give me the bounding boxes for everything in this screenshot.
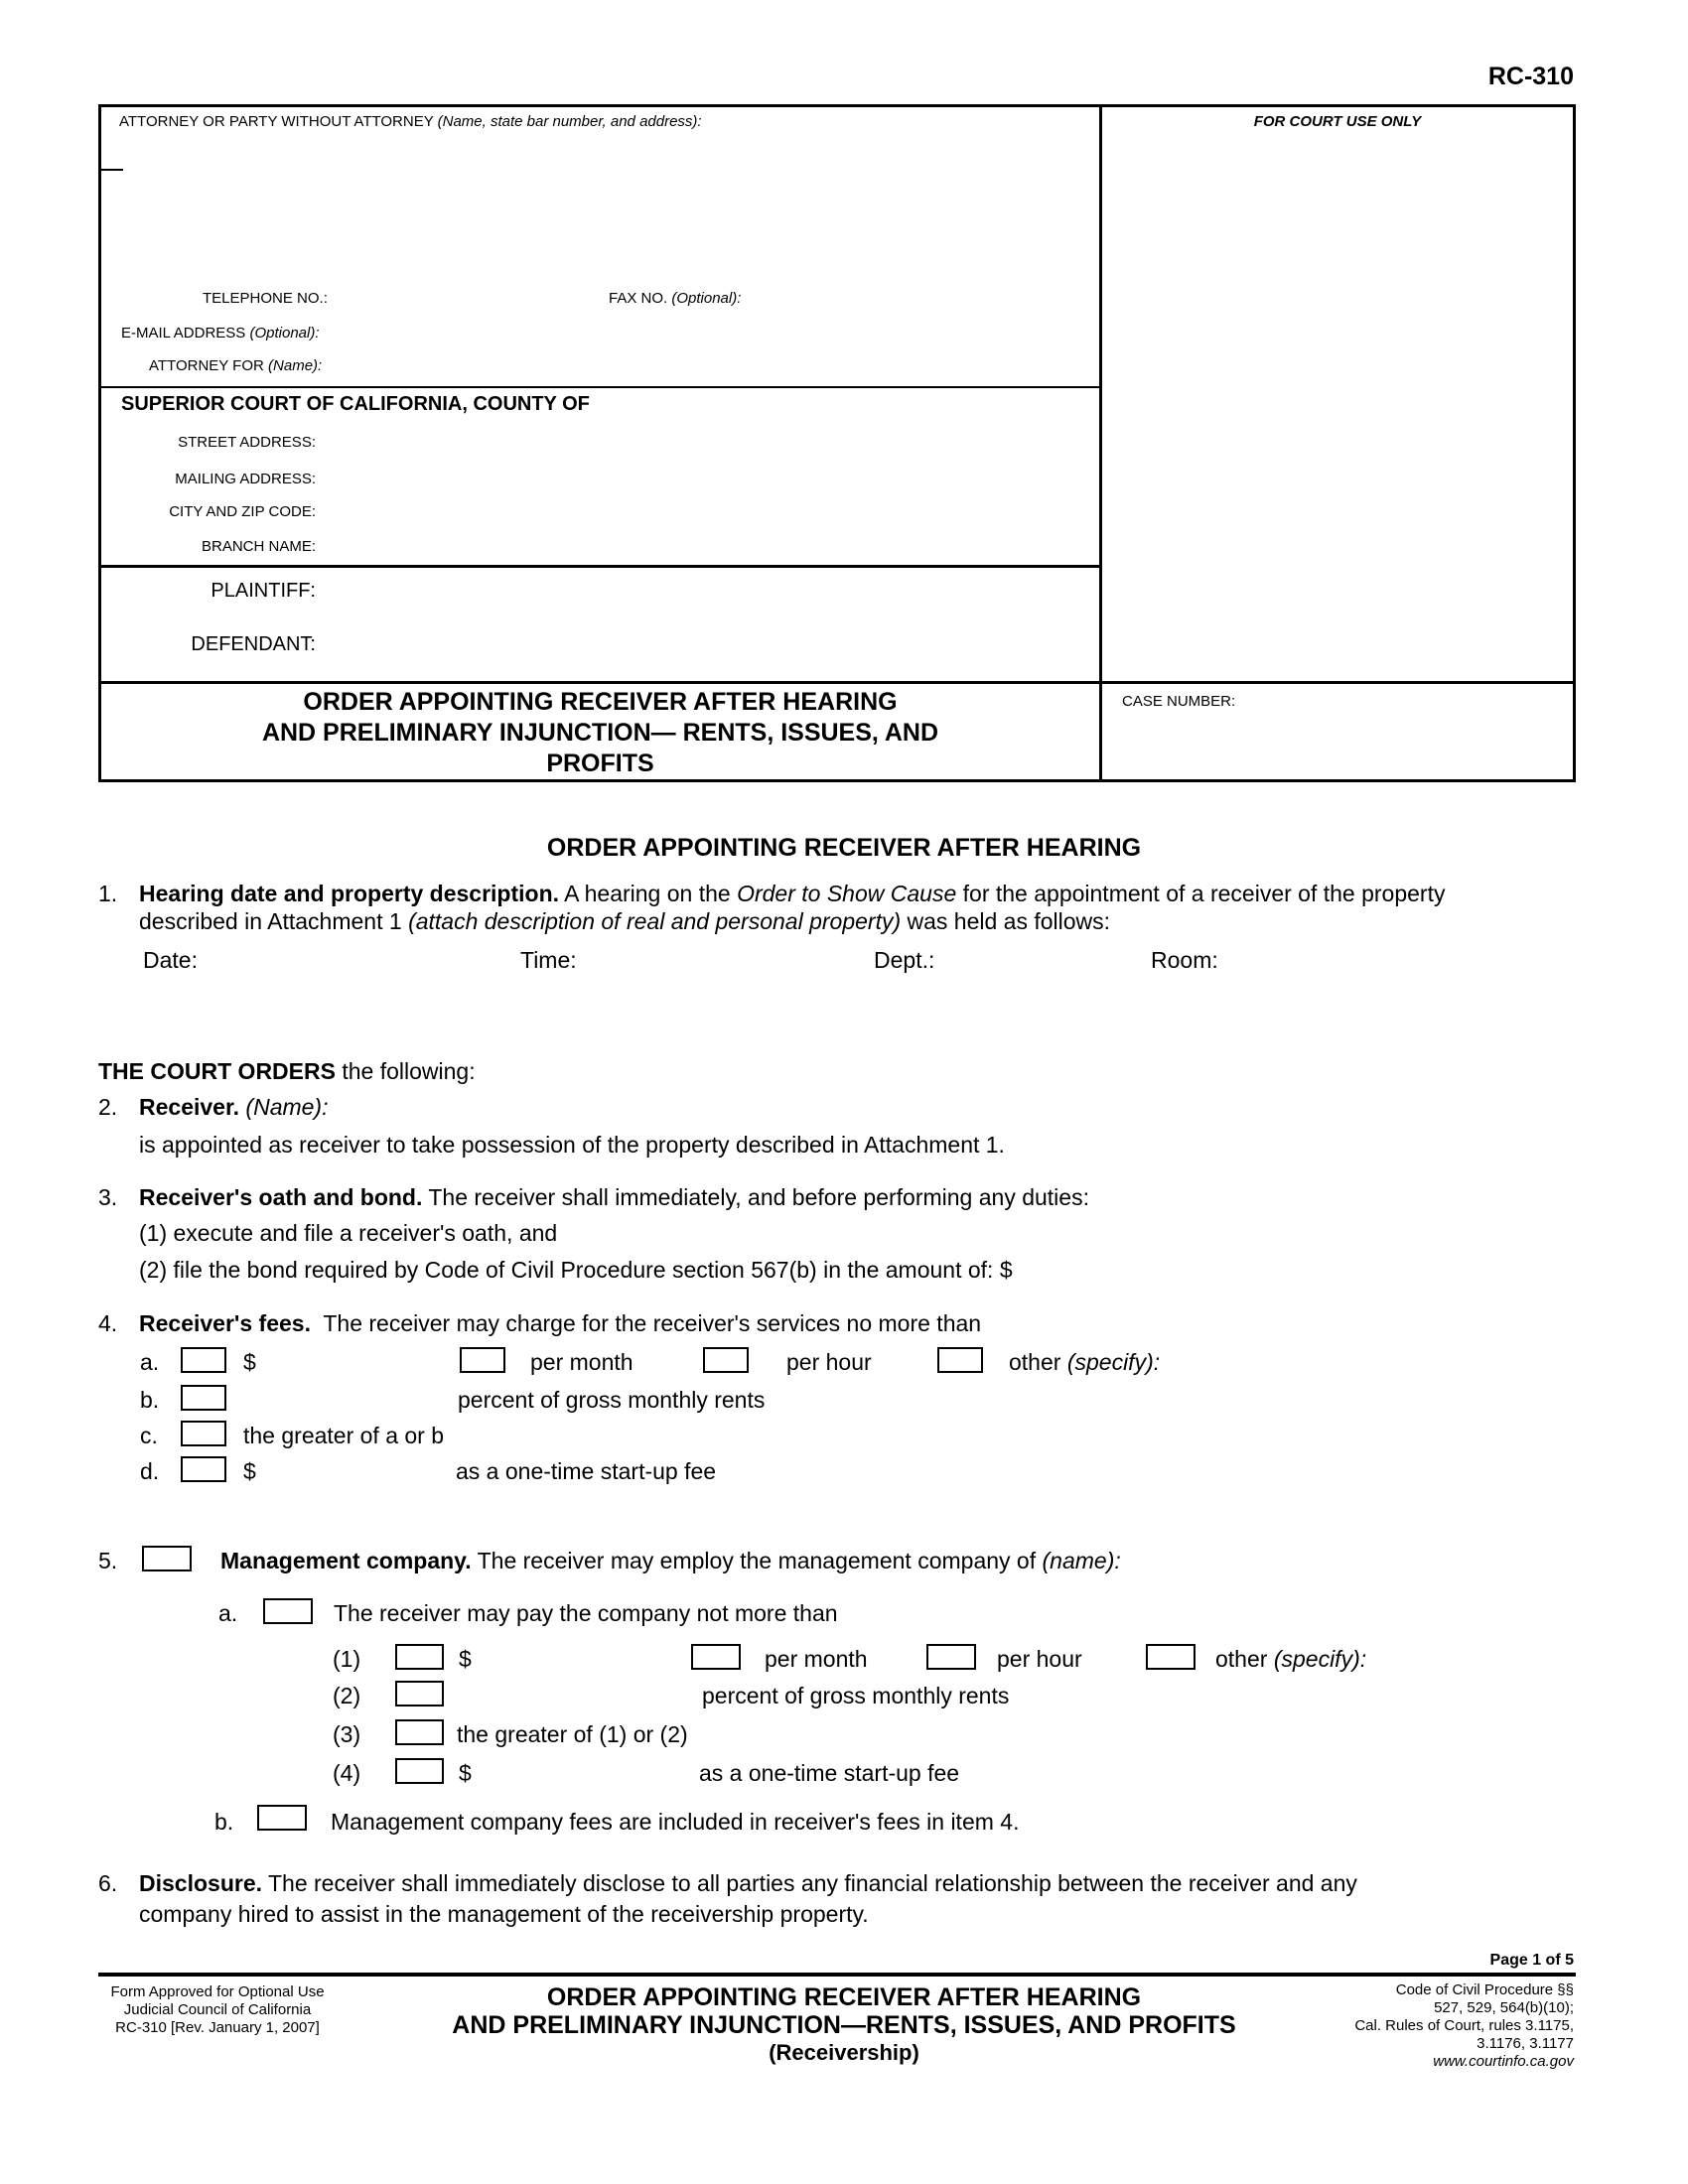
item4a-label: a. <box>140 1349 160 1375</box>
item5a1-checkbox[interactable] <box>395 1644 444 1670</box>
item5b-text: Management company fees are included in receiver's fees in item 4. <box>331 1809 1020 1835</box>
item5a-label: a. <box>218 1600 238 1626</box>
startup-label: as a one-time start-up fee <box>699 1760 960 1786</box>
item5-checkbox[interactable] <box>142 1546 192 1571</box>
email-label: E-MAIL ADDRESS (Optional): <box>121 325 320 341</box>
item4d-checkbox[interactable] <box>181 1456 226 1482</box>
form-id: RC-310 <box>1487 63 1574 90</box>
item6-line2: company hired to assist in the management of the receivership property. <box>139 1901 869 1927</box>
item1-line2: described in Attachment 1 (attach description of real and personal property) was held as follows: <box>139 908 1111 934</box>
item4a-per-month-checkbox[interactable] <box>460 1347 505 1373</box>
item5-sub-number: (1) <box>333 1646 361 1672</box>
footer-rule <box>98 1973 1576 1977</box>
item4b-checkbox[interactable] <box>181 1385 226 1411</box>
item-number: 6. <box>98 1870 118 1896</box>
percent-label: percent of gross monthly rents <box>702 1683 1010 1708</box>
item5a-checkbox[interactable] <box>263 1598 313 1624</box>
mailing-address-label: MAILING ADDRESS: <box>175 471 316 487</box>
footer-right: Code of Civil Procedure §§ 527, 529, 564(b)(10); Cal. Rules of Court, rules 3.1175, 3.1176, 3.1177 www.courtinfo.ca.gov <box>1354 1981 1574 2070</box>
item-number: 1. <box>98 881 118 906</box>
dept-label: Dept.: <box>874 947 935 973</box>
per-hour-label: per hour <box>997 1646 1082 1672</box>
item2-title: Receiver. (Name): <box>139 1094 329 1120</box>
per-month-label: per month <box>530 1349 633 1375</box>
per-hour-label: per hour <box>786 1349 872 1375</box>
section-heading: ORDER APPOINTING RECEIVER AFTER HEARING <box>546 834 1142 862</box>
court-name-label: SUPERIOR COURT OF CALIFORNIA, COUNTY OF <box>121 393 590 415</box>
item5a1-per-hour-checkbox[interactable] <box>926 1644 976 1670</box>
item5a3-checkbox[interactable] <box>395 1719 444 1745</box>
room-label: Room: <box>1151 947 1218 973</box>
case-number-label: CASE NUMBER: <box>1122 693 1236 710</box>
item1-line1: Hearing date and property description. A hearing on the Order to Show Cause for the appointment of a receiver of the property <box>139 881 1446 906</box>
dollar-sign: $ <box>459 1760 472 1786</box>
item4c-label: c. <box>140 1423 158 1448</box>
item-number: 5. <box>98 1548 118 1573</box>
attorney-for-label: ATTORNEY FOR (Name): <box>149 357 323 374</box>
website-link[interactable]: www.courtinfo.ca.gov <box>1433 2053 1574 2070</box>
page-number: Page 1 of 5 <box>1489 1952 1574 1969</box>
item-number: 3. <box>98 1184 118 1210</box>
dollar-sign: $ <box>243 1458 256 1484</box>
footer-title: ORDER APPOINTING RECEIVER AFTER HEARING AND PRELIMINARY INJUNCTION—RENTS, ISSUES, AND PROFITS (Receivership) <box>452 1983 1236 2065</box>
item4-line1: Receiver's fees. The receiver may charge for the receiver's services no more than <box>139 1310 982 1336</box>
item2-text: is appointed as receiver to take possession of the property described in Attachment 1. <box>139 1132 1005 1158</box>
item5-sub-number: (4) <box>333 1760 361 1786</box>
other-specify-label: other (specify): <box>1009 1349 1161 1375</box>
greater-label: the greater of (1) or (2) <box>457 1721 688 1747</box>
item5-line1: Management company. The receiver may employ the management company of (name): <box>220 1548 1121 1573</box>
greater-label: the greater of a or b <box>243 1423 445 1448</box>
item5b-checkbox[interactable] <box>257 1805 307 1831</box>
startup-label: as a one-time start-up fee <box>456 1458 717 1484</box>
item3-sub1: (1) execute and file a receiver's oath, and <box>139 1220 558 1246</box>
item4a-checkbox[interactable] <box>181 1347 226 1373</box>
item4d-label: d. <box>140 1458 160 1484</box>
item3-sub2: (2) file the bond required by Code of Civil Procedure section 567(b) in the amount of: $ <box>139 1257 1013 1283</box>
item5a4-checkbox[interactable] <box>395 1758 444 1784</box>
branch-name-label: BRANCH NAME: <box>201 538 316 555</box>
other-specify-label: other (specify): <box>1215 1646 1367 1672</box>
item-number: 4. <box>98 1310 118 1336</box>
percent-label: percent of gross monthly rents <box>458 1387 766 1413</box>
city-zip-label: CITY AND ZIP CODE: <box>169 503 316 520</box>
dollar-sign: $ <box>459 1646 472 1672</box>
item5a1-other-checkbox[interactable] <box>1146 1644 1196 1670</box>
item3-line1: Receiver's oath and bond. The receiver shall immediately, and before performing any duties: <box>139 1184 1089 1210</box>
item4a-other-checkbox[interactable] <box>937 1347 983 1373</box>
item5b-label: b. <box>214 1809 234 1835</box>
date-label: Date: <box>143 947 198 973</box>
telephone-label: TELEPHONE NO.: <box>203 290 328 307</box>
item5-sub-number: (2) <box>333 1683 361 1708</box>
caption-title: ORDER APPOINTING RECEIVER AFTER HEARING AND PRELIMINARY INJUNCTION— RENTS, ISSUES, AND PROFITS <box>261 688 939 777</box>
plaintiff-label: PLAINTIFF: <box>211 580 316 602</box>
item5-sub-number: (3) <box>333 1721 361 1747</box>
time-label: Time: <box>520 947 577 973</box>
per-month-label: per month <box>765 1646 868 1672</box>
item4a-per-hour-checkbox[interactable] <box>703 1347 749 1373</box>
item5a1-per-month-checkbox[interactable] <box>691 1644 741 1670</box>
fax-label: FAX NO. (Optional): <box>609 290 742 307</box>
court-use-label: FOR COURT USE ONLY <box>1253 113 1422 130</box>
footer-left: Form Approved for Optional Use Judicial Council of California RC-310 [Rev. January 1, 2007] <box>110 1983 325 2036</box>
defendant-label: DEFENDANT: <box>191 633 316 655</box>
attorney-label: ATTORNEY OR PARTY WITHOUT ATTORNEY (Name, state bar number, and address): <box>119 113 702 130</box>
item5a2-checkbox[interactable] <box>395 1681 444 1706</box>
item6-line1: Disclosure. The receiver shall immediately disclose to all parties any financial relationship between the receiver and any <box>139 1870 1357 1896</box>
item4b-label: b. <box>140 1387 160 1413</box>
item4c-checkbox[interactable] <box>181 1421 226 1446</box>
court-orders-heading: THE COURT ORDERS the following: <box>98 1058 476 1084</box>
item5a-text: The receiver may pay the company not more than <box>334 1600 838 1626</box>
street-address-label: STREET ADDRESS: <box>178 434 316 451</box>
item-number: 2. <box>98 1094 118 1120</box>
dollar-sign: $ <box>243 1349 256 1375</box>
